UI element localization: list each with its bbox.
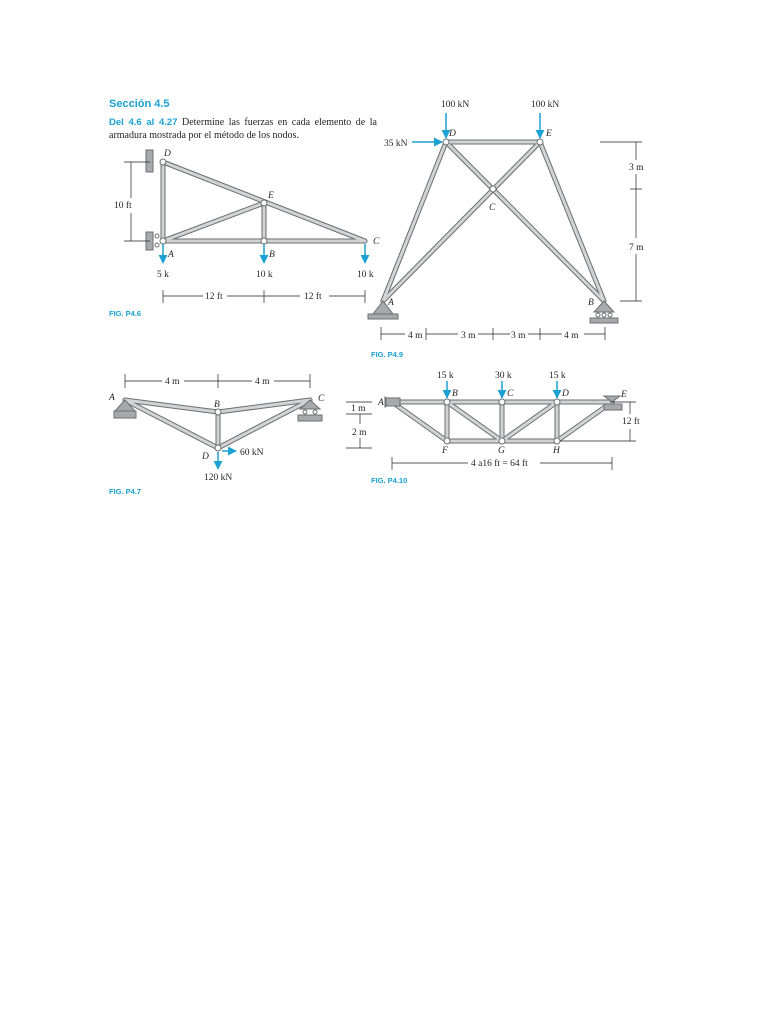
p46-node-B: B <box>269 250 275 260</box>
p46-node-C: C <box>373 237 380 247</box>
p46-caption: FIG. P4.6 <box>109 309 142 318</box>
p410-height-dimension: 12 ft <box>622 417 640 427</box>
p47-node-C: C <box>318 394 325 404</box>
p47-node-A: A <box>109 393 115 403</box>
p49-roller-support-B <box>594 301 614 312</box>
p46-load-B: 10 k <box>256 270 273 280</box>
p46-wall-support-D <box>146 150 153 172</box>
p47-load-horizontal: 60 kN <box>240 448 264 458</box>
p49-bay-1: 4 m <box>408 331 423 341</box>
p49-caption: FIG. P4.9 <box>371 350 404 359</box>
p49-node-C: C <box>489 203 496 213</box>
problem-text: Determine las fuerzas en cada elemento de la armadura mostrada por el método de los nodos. <box>109 117 377 141</box>
p47-lower-vertical-dimension: 2 m <box>352 428 367 438</box>
figure-p4-9 <box>368 100 644 359</box>
p410-caption: FIG. P4.10 <box>371 476 408 485</box>
p49-load-horizontal: 35 kN <box>384 139 408 149</box>
p47-node-D: D <box>202 452 209 462</box>
p49-node-E: E <box>546 129 552 139</box>
p46-right-span-dimension: 12 ft <box>304 292 322 302</box>
p410-node-H: H <box>553 446 560 456</box>
p47-node-B: B <box>214 400 220 410</box>
p410-node-D: D <box>562 389 569 399</box>
p49-bottom-dimension: 7 m <box>629 243 644 253</box>
p410-node-F: F <box>442 446 448 456</box>
p46-load-C: 10 k <box>357 270 374 280</box>
p49-load-E: 100 kN <box>531 100 560 110</box>
p46-left-span-dimension: 12 ft <box>205 292 223 302</box>
p410-node-B: B <box>452 389 458 399</box>
p410-node-E: E <box>621 390 627 400</box>
p47-dimension-lines <box>125 374 310 388</box>
p49-load-D: 100 kN <box>441 100 470 110</box>
p47-right-dimension: 4 m <box>255 377 270 387</box>
figure-p4-10 <box>346 371 640 485</box>
p49-bay-3: 3 m <box>511 331 526 341</box>
p410-load-C: 30 k <box>495 371 512 381</box>
p410-load-D: 15 k <box>549 371 566 381</box>
p410-node-A: A <box>378 398 384 408</box>
p410-span-dimension: 4 a16 ft = 64 ft <box>471 459 528 469</box>
p46-load-A: 5 k <box>157 270 169 280</box>
p410-node-G: G <box>498 446 505 456</box>
p49-top-dimension: 3 m <box>629 163 644 173</box>
p46-height-dimension: 10 ft <box>114 201 132 211</box>
p46-node-E: E <box>268 191 274 201</box>
problem-range: Del 4.6 al 4.27 <box>109 117 178 128</box>
p410-node-C: C <box>507 389 514 399</box>
p49-bay-4: 4 m <box>564 331 579 341</box>
p49-bay-2: 3 m <box>461 331 476 341</box>
p47-load-vertical: 120 kN <box>204 473 233 483</box>
figure-p4-7 <box>108 374 325 496</box>
p47-left-dimension: 4 m <box>165 377 180 387</box>
p410-load-B: 15 k <box>437 371 454 381</box>
p49-node-B: B <box>588 298 594 308</box>
p47-caption: FIG. P4.7 <box>109 487 142 496</box>
p46-node-D: D <box>164 149 171 159</box>
figure-p4-6 <box>109 149 380 318</box>
p47-upper-vertical-dimension: 1 m <box>351 404 366 414</box>
p46-node-A: A <box>168 250 174 260</box>
p46-dimension-lines <box>124 162 365 303</box>
p49-node-A: A <box>388 298 394 308</box>
section-title: Sección 4.5 <box>109 98 170 110</box>
p49-node-D: D <box>449 129 456 139</box>
